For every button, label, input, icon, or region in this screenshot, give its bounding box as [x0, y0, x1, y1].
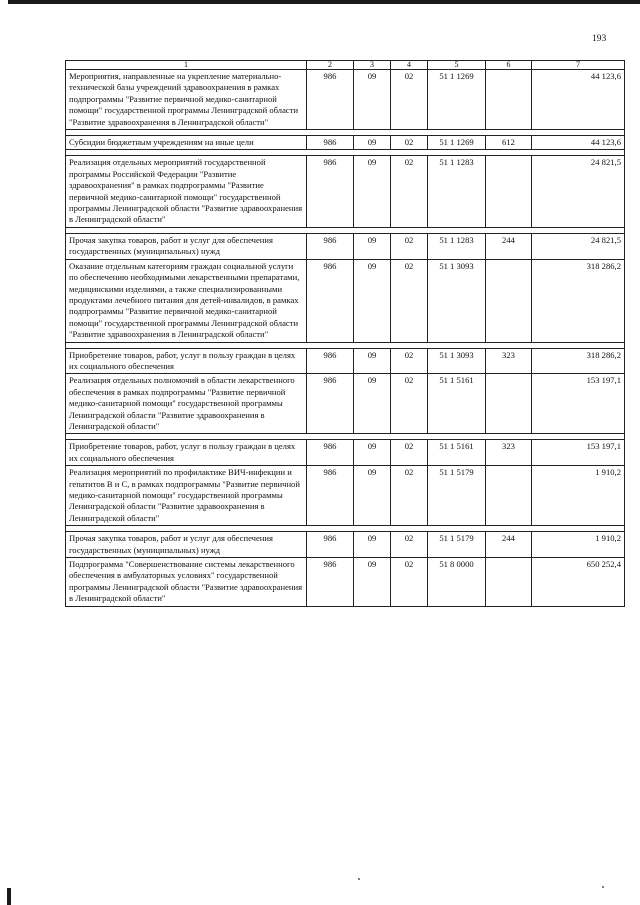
row-name: Субсидии бюджетным учреждениям на иные цели — [66, 136, 307, 150]
row-subsection: 02 — [391, 440, 428, 466]
row-ministry-code: 986 — [307, 440, 354, 466]
row-section: 09 — [354, 466, 391, 526]
row-subsection: 02 — [391, 156, 428, 227]
row-target-code: 51 1 5161 — [428, 374, 486, 434]
row-section: 09 — [354, 70, 391, 130]
table-row — [66, 558, 625, 607]
row-ministry-code: 986 — [307, 156, 354, 227]
row-section: 09 — [354, 233, 391, 259]
row-amount: 153 197,1 — [532, 374, 625, 434]
row-expense-type — [486, 466, 532, 526]
row-target-code: 51 1 1269 — [428, 70, 486, 130]
table-row — [66, 70, 625, 130]
row-expense-type: 323 — [486, 348, 532, 374]
row-amount: 44 123,6 — [532, 136, 625, 150]
row-subsection: 02 — [391, 466, 428, 526]
row-subsection: 02 — [391, 70, 428, 130]
row-subsection: 02 — [391, 348, 428, 374]
row-section: 09 — [354, 440, 391, 466]
row-ministry-code: 986 — [307, 259, 354, 342]
row-section: 09 — [354, 136, 391, 150]
row-name: Приобретение товаров, работ, услуг в пользу граждан в целях их социального обеспечения — [66, 440, 307, 466]
row-expense-type — [486, 558, 532, 607]
scan-speck — [358, 878, 360, 880]
col-header-7: 7 — [532, 61, 625, 70]
row-expense-type: 244 — [486, 532, 532, 558]
row-ministry-code: 986 — [307, 532, 354, 558]
row-name: Реализация мероприятий по профилактике ВИЧ-инфекции и гепатитов В и С, в рамках подпрограммы "Развитие первичной медико-санитарной помощи" государственной программы Ленинградской области "Развитие здравоохранения в Ленинградской области" — [66, 466, 307, 526]
page-number: 193 — [592, 34, 607, 44]
col-header-2: 2 — [307, 61, 354, 70]
scan-edge-top — [8, 0, 640, 4]
header-row — [66, 61, 625, 70]
row-ministry-code: 986 — [307, 136, 354, 150]
col-header-5: 5 — [428, 61, 486, 70]
row-target-code: 51 8 0000 — [428, 558, 486, 607]
row-section: 09 — [354, 558, 391, 607]
row-subsection: 02 — [391, 233, 428, 259]
row-name: Прочая закупка товаров, работ и услуг для обеспечения государственных (муниципальных) нужд — [66, 532, 307, 558]
row-name: Прочая закупка товаров, работ и услуг для обеспечения государственных (муниципальных) нужд — [66, 233, 307, 259]
row-amount: 650 252,4 — [532, 558, 625, 607]
table-row — [66, 136, 625, 150]
row-target-code: 51 1 3093 — [428, 259, 486, 342]
row-target-code: 51 1 1269 — [428, 136, 486, 150]
row-subsection: 02 — [391, 374, 428, 434]
row-subsection: 02 — [391, 259, 428, 342]
row-subsection: 02 — [391, 558, 428, 607]
col-header-3: 3 — [354, 61, 391, 70]
row-expense-type: 323 — [486, 440, 532, 466]
row-amount: 1 910,2 — [532, 532, 625, 558]
table-row — [66, 374, 625, 434]
row-section: 09 — [354, 374, 391, 434]
row-name: Приобретение товаров, работ, услуг в пользу граждан в целях их социального обеспечения — [66, 348, 307, 374]
row-ministry-code: 986 — [307, 233, 354, 259]
row-name: Мероприятия, направленные на укрепление материально-технической базы учреждений здравоохранения в рамках подпрограммы "Развитие первичной медико-санитарной помощи" государственной программы Ленинградской области "Развитие здравоохранения в Ленинградской области" — [66, 70, 307, 130]
row-section: 09 — [354, 259, 391, 342]
row-amount: 24 821,5 — [532, 233, 625, 259]
row-amount: 44 123,6 — [532, 70, 625, 130]
row-target-code: 51 1 5179 — [428, 532, 486, 558]
row-amount: 24 821,5 — [532, 156, 625, 227]
row-expense-type — [486, 374, 532, 434]
row-expense-type — [486, 70, 532, 130]
row-subsection: 02 — [391, 136, 428, 150]
scan-speck — [602, 886, 604, 888]
row-amount: 318 286,2 — [532, 348, 625, 374]
row-ministry-code: 986 — [307, 70, 354, 130]
table-row — [66, 259, 625, 342]
row-expense-type — [486, 259, 532, 342]
row-expense-type — [486, 156, 532, 227]
table-row — [66, 156, 625, 227]
row-ministry-code: 986 — [307, 466, 354, 526]
row-section: 09 — [354, 156, 391, 227]
row-amount: 318 286,2 — [532, 259, 625, 342]
row-amount: 1 910,2 — [532, 466, 625, 526]
row-target-code: 51 1 1283 — [428, 233, 486, 259]
table-row — [66, 348, 625, 374]
row-target-code: 51 1 3093 — [428, 348, 486, 374]
row-name: Подпрограмма "Совершенствование системы лекарственного обеспечения в амбулаторных условиях" государственной программы Ленинградской области "Развитие здравоохранения в Ленинградской области" — [66, 558, 307, 607]
scan-mark-left — [7, 888, 11, 905]
row-ministry-code: 986 — [307, 374, 354, 434]
row-expense-type: 244 — [486, 233, 532, 259]
row-section: 09 — [354, 348, 391, 374]
col-header-1: 1 — [66, 61, 307, 70]
row-target-code: 51 1 1283 — [428, 156, 486, 227]
row-target-code: 51 1 5179 — [428, 466, 486, 526]
row-amount: 153 197,1 — [532, 440, 625, 466]
table-row — [66, 466, 625, 526]
budget-table — [65, 60, 625, 607]
table-row — [66, 532, 625, 558]
row-subsection: 02 — [391, 532, 428, 558]
col-header-6: 6 — [486, 61, 532, 70]
row-ministry-code: 986 — [307, 558, 354, 607]
row-name: Реализация отдельных полномочий в области лекарственного обеспечения в рамках подпрограммы "Развитие первичной медико-санитарной помощи" государственной программы Ленинградской области "Развитие здравоохранения в Ленинградской области" — [66, 374, 307, 434]
row-name: Оказание отдельным категориям граждан социальной услуги по обеспечению необходимыми лекарственными препаратами, медицинскими изделиями, а также специализированными продуктами лечебного питания для детей-инвалидов, в рамках подпрограммы "Развитие первичной медико-санитарной помощи" государственной программы Ленинградской области "Развитие здравоохранения в Ленинградской области" — [66, 259, 307, 342]
row-name: Реализация отдельных мероприятий государственной программы Российской Федерации "Развитие здравоохранения" в рамках подпрограммы "Развитие первичной медико-санитарной помощи" государственной программы Ленинградской области "Развитие здравоохранения в Ленинградской области" — [66, 156, 307, 227]
row-target-code: 51 1 5161 — [428, 440, 486, 466]
row-section: 09 — [354, 532, 391, 558]
row-ministry-code: 986 — [307, 348, 354, 374]
table-row — [66, 440, 625, 466]
row-expense-type: 612 — [486, 136, 532, 150]
table-row — [66, 233, 625, 259]
col-header-4: 4 — [391, 61, 428, 70]
